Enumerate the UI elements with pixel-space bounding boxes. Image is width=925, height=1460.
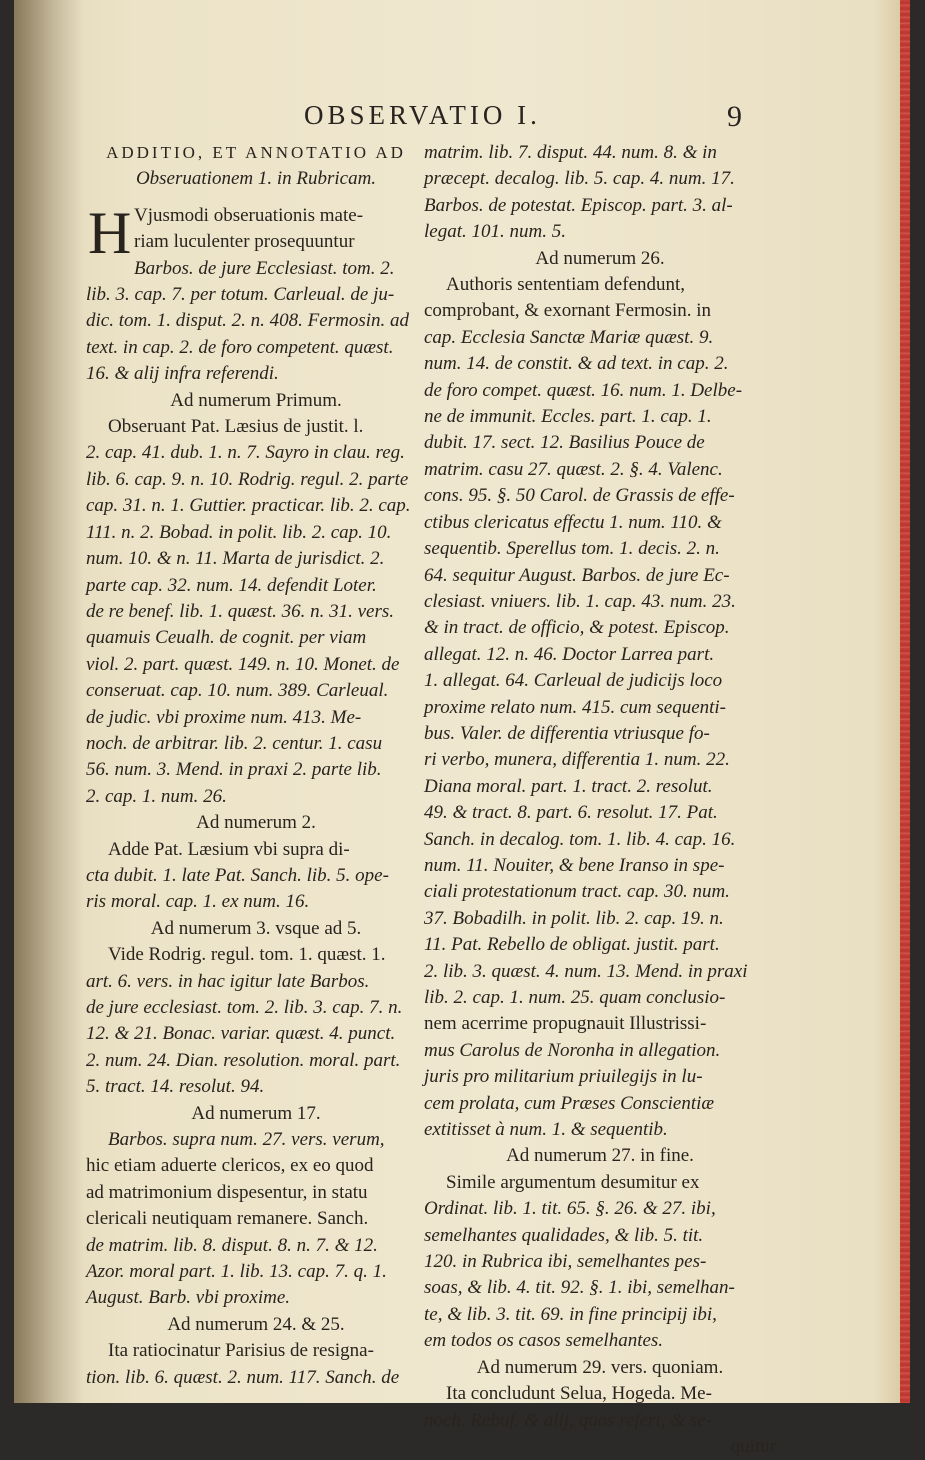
text-line: ciali protestationum tract. cap. 30. num.	[424, 881, 730, 903]
left-column	[86, 140, 426, 1391]
text-line: 111. n. 2. Bobad. in polit. lib. 2. cap. 10.	[86, 521, 392, 543]
text-line: 5. tract. 14. resolut. 94.	[86, 1076, 265, 1098]
text-line: mus Carolus de Noronha in allegation.	[424, 1039, 721, 1061]
text-line: cem prolata, cum Præses Conscientiæ	[424, 1092, 715, 1114]
text-line: 2. cap. 41. dub. 1. n. 7. Sayro in clau. reg.	[86, 442, 405, 464]
text-line: 120. in Rubrica ibi, semelhantes pes-	[424, 1251, 707, 1273]
text-line: de judic. vbi proxime num. 413. Me-	[86, 706, 362, 728]
text-line: quamuis Ceualh. de cognit. per viam	[86, 627, 367, 649]
red-page-edge	[900, 0, 910, 1403]
text-line: Sanch. in decalog. tom. 1. lib. 4. cap. 16.	[424, 828, 736, 850]
subheading: Ad numerum 26.	[535, 247, 665, 269]
text-line: text. in cap. 2. de foro competent. quæst.	[86, 336, 394, 358]
text-line: cap. Ecclesia Sanctæ Mariæ quæst. 9.	[424, 326, 714, 348]
text-line: Ordinat. lib. 1. tit. 65. §. 26. & 27. ibi,	[424, 1198, 716, 1220]
running-header	[304, 100, 744, 131]
text-line: Ita concludunt Selua, Hogeda. Me-	[446, 1383, 712, 1405]
text-line: de foro compet. quæst. 16. num. 1. Delbe-	[424, 379, 743, 401]
text-line: 37. Bobadilh. in polit. lib. 2. cap. 19. n.	[424, 907, 724, 929]
text-line: Barbos. de potestat. Episcop. part. 3. al-	[424, 194, 733, 216]
text-line: Barbos. supra num. 27. vers. verum,	[108, 1129, 385, 1151]
page-number: 9	[727, 100, 746, 133]
text-line: Diana moral. part. 1. tract. 2. resolut.	[424, 775, 713, 797]
subheading: Ad numerum 17.	[191, 1102, 321, 1124]
drop-cap: H	[88, 199, 132, 266]
running-title: OBSERVATIO I.	[304, 100, 541, 130]
text-line: lib. 6. cap. 9. n. 10. Rodrig. regul. 2. parte	[86, 468, 409, 490]
text-line: lib. 2. cap. 1. num. 25. quam conclusio-	[424, 987, 726, 1008]
text-line: noch. Rebuf. & alij, quos refert, & se-	[424, 1409, 712, 1431]
text-line: ris moral. cap. 1. ex num. 16.	[86, 891, 310, 913]
text-line: ctibus clericatus effectu 1. num. 110. &	[424, 511, 722, 533]
text-line: 12. & 21. Bonac. variar. quæst. 4. punct.	[86, 1023, 396, 1045]
text-line: 2. lib. 3. quæst. 4. num. 13. Mend. in praxi	[424, 960, 748, 982]
text-line: 49. & tract. 8. part. 6. resolut. 17. Pat.	[424, 802, 718, 824]
text-line: & in tract. de officio, & potest. Episcop.	[424, 617, 730, 639]
subheading: Ad numerum 27. in fine.	[506, 1145, 694, 1167]
subheading: Ad numerum Primum.	[170, 389, 342, 411]
section-subheading: Obseruationem 1. in Rubricam.	[135, 168, 377, 190]
text-line: 1. allegat. 64. Carleual de judicijs loco	[424, 670, 723, 692]
text-line: clesiast. vniuers. lib. 1. cap. 43. num. 23.	[424, 590, 736, 612]
text-line: parte cap. 32. num. 14. defendit Loter.	[86, 574, 377, 596]
text-line: Obseruant Pat. Læsius de justit. l.	[108, 416, 364, 438]
text-line: te, & lib. 3. tit. 69. in fine principij ibi,	[424, 1303, 717, 1325]
text-line: lib. 3. cap. 7. per totum. Carleual. de ju-	[86, 284, 395, 306]
catchword: quitur	[730, 1435, 776, 1457]
text-line: legat. 101. num. 5.	[424, 221, 566, 243]
text-line: de re benef. lib. 1. quæst. 36. n. 31. vers.	[86, 600, 395, 622]
text-line: num. 10. & n. 11. Marta de jurisdict. 2.	[86, 548, 385, 570]
text-line: ri verbo, munera, differentia 1. num. 22.	[424, 749, 730, 771]
gutter-shadow	[14, 0, 84, 1403]
subheading: Ad numerum 3. vsque ad 5.	[150, 917, 362, 939]
text-line: præcept. decalog. lib. 5. cap. 4. num. 17.	[424, 168, 735, 190]
text-line: soas, & lib. 4. tit. 92. §. 1. ibi, semelhan-	[424, 1277, 735, 1299]
text-line: 2. cap. 1. num. 26.	[86, 785, 227, 807]
text-line: Ita ratiocinatur Parisius de resigna-	[108, 1340, 374, 1362]
text-line: num. 11. Nouiter, & bene Iranso in spe-	[424, 854, 725, 876]
text-line: Authoris sententiam defendunt,	[446, 274, 686, 296]
text-line: riam luculenter prosequuntur	[134, 231, 355, 253]
text-line: Vjusmodi obseruationis mate-	[134, 204, 364, 226]
text-line: ad matrimonium dispesentur, in statu	[86, 1181, 368, 1203]
text-line: cons. 95. §. 50 Carol. de Grassis de effe-	[424, 485, 735, 507]
subheading: Ad numerum 29. vers. quoniam.	[476, 1356, 724, 1378]
text-line: em todos os casos semelhantes.	[424, 1330, 664, 1352]
text-line: num. 14. de constit. & ad text. in cap. 2.	[424, 353, 729, 375]
text-line: juris pro militarium priuilegijs in lu-	[424, 1066, 703, 1088]
text-line: sequentib. Sperellus tom. 1. decis. 2. n.	[424, 538, 720, 560]
text-line: semelhantes qualidades, & lib. 5. tit.	[424, 1224, 704, 1246]
text-line: 64. sequitur August. Barbos. de jure Ec-	[424, 564, 730, 586]
text-line: 11. Pat. Rebello de obligat. justit. part.	[424, 934, 720, 956]
text-line: matrim. lib. 7. disput. 44. num. 8. & in	[424, 142, 717, 163]
text-line: extitisset à num. 1. & sequentib.	[424, 1119, 668, 1141]
text-line: allegat. 12. n. 46. Doctor Larrea part.	[424, 643, 715, 665]
right-column	[424, 140, 776, 1460]
text-line: conseruat. cap. 10. num. 389. Carleual.	[86, 680, 389, 702]
text-line: Azor. moral part. 1. lib. 13. cap. 7. q. 1.	[86, 1261, 387, 1283]
text-line: 16. & alij infra referendi.	[86, 363, 279, 385]
text-line: matrim. casu 27. quæst. 2. §. 4. Valenc.	[424, 458, 723, 480]
text-line: August. Barb. vbi proxime.	[86, 1287, 291, 1309]
text-line: clericali neutiquam remanere. Sanch.	[86, 1208, 369, 1230]
subheading: Ad numerum 24. & 25.	[167, 1313, 345, 1335]
text-line: de jure ecclesiast. tom. 2. lib. 3. cap. 7. n.	[86, 997, 403, 1018]
book-page	[14, 0, 910, 1457]
text-line: art. 6. vers. in hac igitur late Barbos.	[86, 970, 370, 992]
text-line: dubit. 17. sect. 12. Basilius Pouce de	[424, 432, 705, 454]
text-line: Barbos. de jure Ecclesiast. tom. 2.	[134, 257, 395, 279]
text-line: bus. Valer. de differentia vtriusque fo-	[424, 722, 710, 744]
text-line: ne de immunit. Eccles. part. 1. cap. 1.	[424, 406, 712, 428]
text-line: comprobant, & exornant Fermosin. in	[424, 300, 712, 322]
text-line: tion. lib. 6. quæst. 2. num. 117. Sanch. de	[86, 1366, 400, 1388]
text-line: 2. num. 24. Dian. resolution. moral. part.	[86, 1049, 401, 1071]
text-line: 56. num. 3. Mend. in praxi 2. parte lib.	[86, 759, 382, 781]
text-line: viol. 2. part. quæst. 149. n. 10. Monet. de	[86, 653, 400, 675]
text-line: nem acerrime propugnauit Illustrissi-	[424, 1013, 707, 1035]
subheading: Ad numerum 2.	[196, 812, 316, 834]
text-line: hic etiam aduerte clericos, ex eo quod	[86, 1155, 374, 1177]
section-heading: ADDITIO, ET ANNOTATIO AD	[106, 143, 406, 162]
text-line: Simile argumentum desumitur ex	[446, 1171, 700, 1193]
text-line: noch. de arbitrar. lib. 2. centur. 1. casu	[86, 732, 383, 754]
text-line: proxime relato num. 415. cum sequenti-	[424, 696, 727, 718]
drop-cap-paragraph	[86, 199, 426, 282]
text-line: Vide Rodrig. regul. tom. 1. quæst. 1.	[108, 944, 386, 966]
text-line: Adde Pat. Læsium vbi supra di-	[108, 838, 350, 860]
text-line: dic. tom. 1. disput. 2. n. 408. Fermosin. ad	[86, 310, 409, 332]
text-line: cta dubit. 1. late Pat. Sanch. lib. 5. ope-	[86, 864, 389, 886]
text-line: de matrim. lib. 8. disput. 8. n. 7. & 12.	[86, 1234, 378, 1256]
text-line: cap. 31. n. 1. Guttier. practicar. lib. 2. cap.	[86, 495, 411, 517]
